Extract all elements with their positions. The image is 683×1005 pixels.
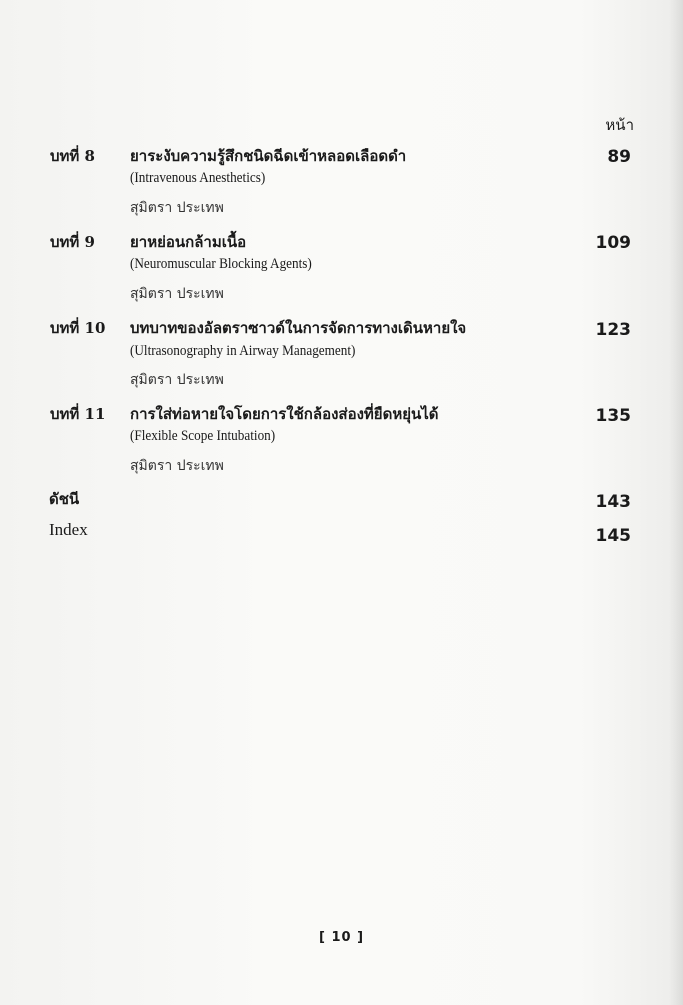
back-matter-page-number: 145 <box>595 526 631 546</box>
chapter-english-title: (Neuromuscular Blocking Agents) <box>130 256 312 272</box>
chapter-thai-title: การใส่ท่อหายใจโดยการใช้กล้องส่องที่ยืดหยุ่นได้ <box>130 405 439 423</box>
chapter-page-number: 135 <box>595 406 631 426</box>
chapter-author: สุมิตรา ประเทพ <box>130 286 224 302</box>
back-matter-label: ดัชนี <box>49 490 80 508</box>
back-matter-page-number: 143 <box>595 492 631 512</box>
chapter-page-number: 109 <box>595 233 631 253</box>
chapter-author: สุมิตรา ประเทพ <box>130 372 224 388</box>
page-column-label: หน้า <box>605 116 634 134</box>
chapter-author: สุมิตรา ประเทพ <box>130 200 224 216</box>
chapter-label: บทที่ 8 <box>50 147 95 165</box>
chapter-english-title: (Flexible Scope Intubation) <box>130 428 276 444</box>
chapter-thai-title: ยาระงับความรู้สึกชนิดฉีดเข้าหลอดเลือดดำ <box>130 147 407 165</box>
chapter-label: บทที่ 11 <box>50 405 106 423</box>
chapter-page-number: 89 <box>607 147 631 167</box>
chapter-author: สุมิตรา ประเทพ <box>130 458 224 474</box>
page-edge-shadow <box>669 0 683 1005</box>
chapter-label: บทที่ 10 <box>50 319 106 337</box>
page-footer-number: [ 10 ] <box>318 930 365 945</box>
chapter-label: บทที่ 9 <box>50 233 95 251</box>
chapter-page-number: 123 <box>595 320 631 340</box>
chapter-english-title: (Ultrasonography in Airway Management) <box>130 343 356 359</box>
back-matter-label: Index <box>49 520 88 539</box>
chapter-thai-title: ยาหย่อนกล้ามเนื้อ <box>130 233 247 251</box>
chapter-thai-title: บทบาทของอัลตราซาวด์ในการจัดการทางเดินหายใจ <box>130 319 467 337</box>
chapter-english-title: (Intravenous Anesthetics) <box>130 170 266 186</box>
